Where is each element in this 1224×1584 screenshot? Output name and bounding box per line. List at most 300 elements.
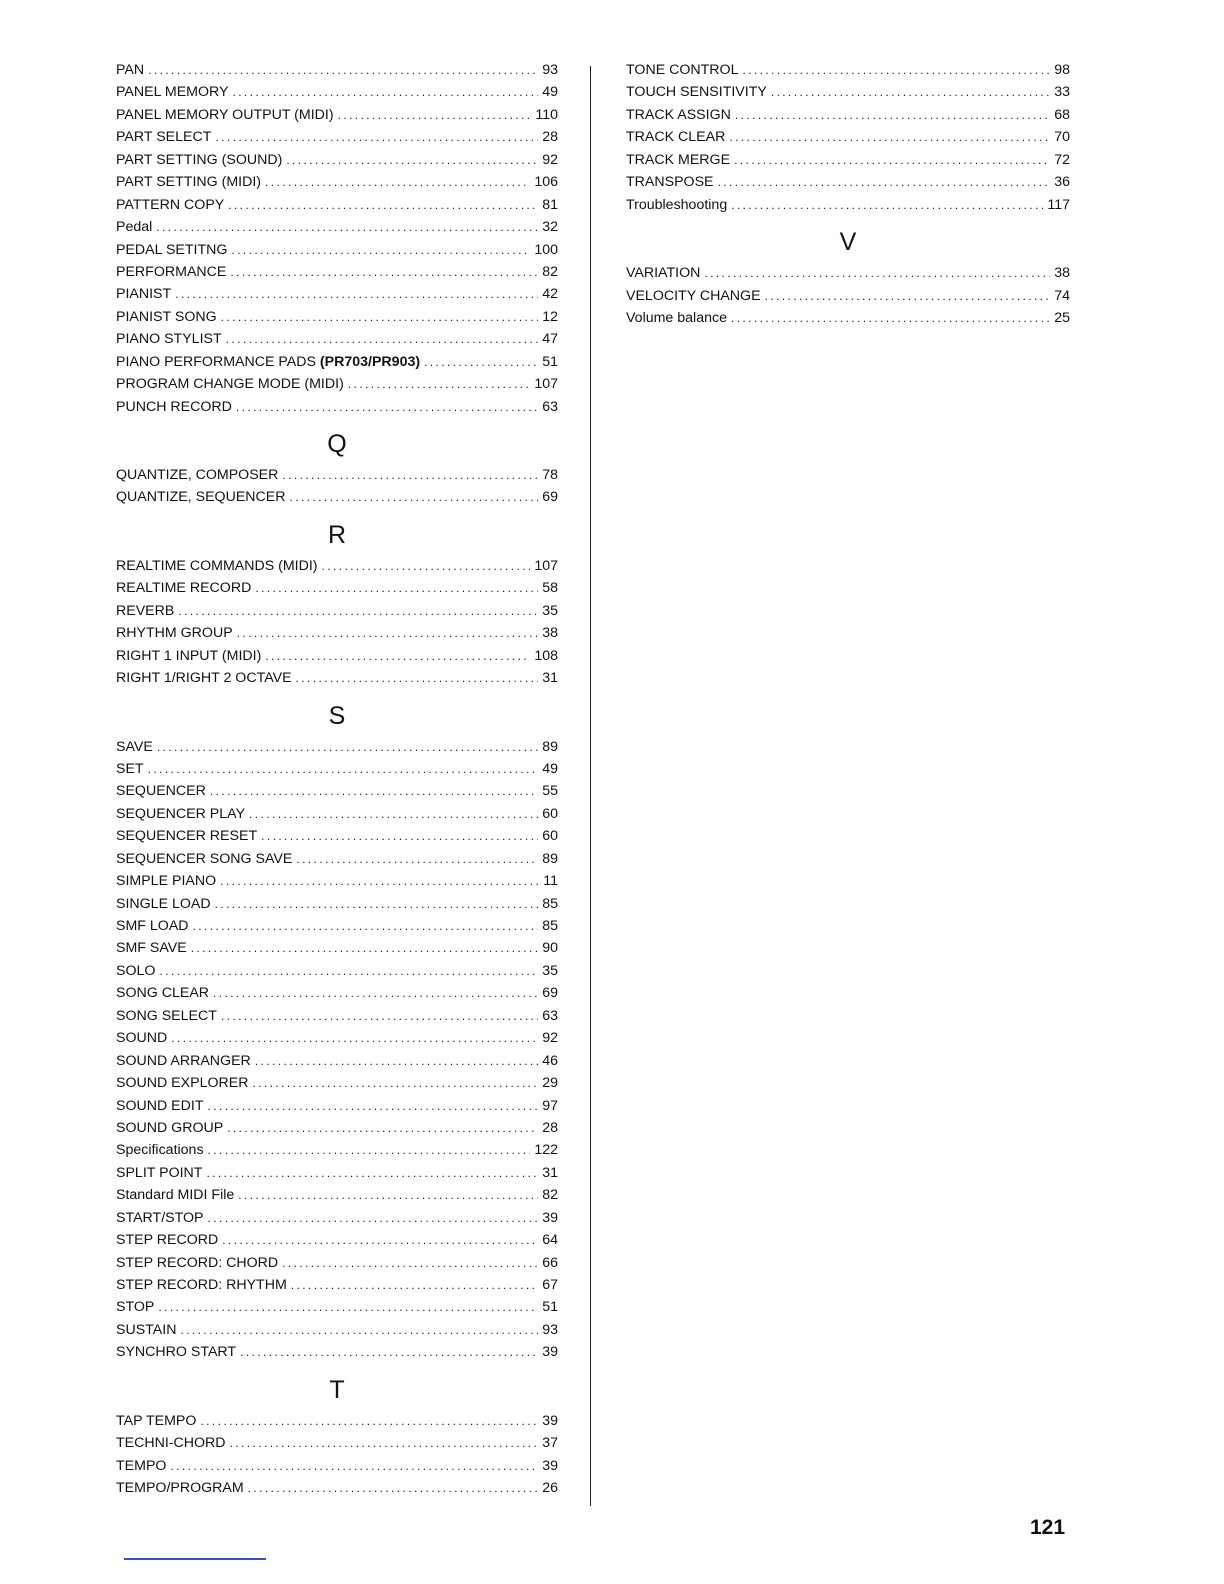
index-entry[interactable] bbox=[116, 963, 558, 985]
index-entry[interactable] bbox=[116, 197, 558, 219]
dot-leader bbox=[291, 1278, 538, 1292]
index-page-number: 38 bbox=[542, 625, 558, 642]
index-term-text: SAVE bbox=[116, 738, 153, 755]
index-term-text: PART SETTING (MIDI) bbox=[116, 174, 262, 191]
dot-leader bbox=[238, 1188, 538, 1202]
page-number: 121 bbox=[1030, 1516, 1066, 1539]
index-entry[interactable] bbox=[116, 1413, 558, 1435]
index-term bbox=[116, 851, 296, 867]
index-term bbox=[116, 174, 265, 190]
section-letter-heading: R bbox=[327, 520, 347, 549]
dot-leader bbox=[170, 1459, 538, 1473]
dot-leader bbox=[208, 1099, 539, 1113]
index-page-number: 58 bbox=[542, 580, 558, 597]
dot-leader bbox=[255, 581, 538, 595]
index-entry[interactable] bbox=[116, 376, 558, 398]
index-term-text: STEP RECORD: RHYTHM bbox=[116, 1277, 287, 1293]
index-page-number: 100 bbox=[534, 241, 558, 258]
index-term-text: REVERB bbox=[116, 602, 175, 619]
index-page-number: 28 bbox=[542, 129, 558, 146]
index-term-text: STOP bbox=[116, 1299, 155, 1316]
dot-leader bbox=[208, 1143, 531, 1157]
index-term bbox=[116, 625, 237, 641]
index-term-text: SET bbox=[116, 760, 144, 777]
index-page-number: 82 bbox=[542, 263, 558, 280]
index-term bbox=[116, 399, 236, 415]
index-entry[interactable] bbox=[626, 265, 1070, 287]
index-term bbox=[116, 467, 282, 483]
index-page-number: 74 bbox=[1054, 287, 1070, 304]
index-page-number: 63 bbox=[542, 1007, 558, 1024]
index-entry[interactable] bbox=[116, 603, 558, 625]
index-term bbox=[626, 62, 742, 78]
index-term-text: TAP TEMPO bbox=[116, 1412, 197, 1429]
dot-leader bbox=[230, 1436, 539, 1450]
dot-leader bbox=[158, 1300, 538, 1314]
index-term bbox=[626, 310, 731, 326]
dot-leader bbox=[148, 762, 539, 776]
dot-leader bbox=[221, 310, 539, 324]
dot-leader bbox=[718, 175, 1051, 189]
index-term-text: TRACK ASSIGN bbox=[626, 106, 731, 123]
index-page-number: 70 bbox=[1054, 129, 1070, 146]
index-page-number: 29 bbox=[542, 1075, 558, 1092]
index-page-number: 26 bbox=[542, 1480, 558, 1497]
index-entry[interactable] bbox=[116, 1098, 558, 1120]
index-term-text: Specifications bbox=[116, 1142, 204, 1159]
index-entry[interactable] bbox=[116, 242, 558, 264]
dot-leader bbox=[255, 1054, 538, 1068]
index-page-number: 106 bbox=[534, 174, 558, 191]
index-term-text: QUANTIZE, COMPOSER bbox=[116, 467, 279, 483]
index-page-number: 28 bbox=[542, 1119, 558, 1136]
index-term bbox=[116, 918, 193, 934]
dot-leader bbox=[193, 919, 539, 933]
index-page-number: 67 bbox=[542, 1277, 558, 1293]
index-entry[interactable] bbox=[116, 84, 558, 106]
index-term-text: START/STOP bbox=[116, 1209, 204, 1226]
index-entry[interactable] bbox=[116, 1053, 558, 1075]
index-entry[interactable] bbox=[116, 399, 558, 421]
column-divider bbox=[590, 66, 591, 1506]
index-entry[interactable] bbox=[116, 558, 558, 580]
dot-leader bbox=[227, 1121, 538, 1135]
index-entry[interactable] bbox=[116, 1187, 558, 1209]
index-term-text: SINGLE LOAD bbox=[116, 895, 211, 912]
dot-leader bbox=[265, 649, 530, 663]
index-term bbox=[626, 288, 765, 304]
index-entry[interactable] bbox=[116, 896, 558, 918]
index-term bbox=[116, 1210, 208, 1226]
index-term bbox=[116, 489, 289, 505]
index-entry[interactable] bbox=[116, 1322, 558, 1344]
index-term bbox=[116, 376, 348, 392]
dot-leader bbox=[704, 266, 1050, 280]
dot-leader bbox=[236, 400, 538, 414]
index-term-text: TECHNI-CHORD bbox=[116, 1435, 226, 1452]
index-term-text: SEQUENCER RESET bbox=[116, 828, 258, 845]
index-entry[interactable] bbox=[626, 107, 1070, 129]
index-page-number: 97 bbox=[542, 1097, 558, 1114]
index-entry[interactable] bbox=[116, 1277, 558, 1299]
index-term-text: QUANTIZE, SEQUENCER bbox=[116, 489, 286, 506]
dot-leader bbox=[731, 198, 1043, 212]
dot-leader bbox=[156, 220, 538, 234]
index-page-number: 66 bbox=[542, 1254, 558, 1271]
section-letter-heading: T bbox=[329, 1375, 345, 1404]
index-entry[interactable] bbox=[116, 1480, 558, 1502]
index-term-text: RIGHT 1 INPUT (MIDI) bbox=[116, 647, 262, 664]
index-term-text: Standard MIDI File bbox=[116, 1187, 235, 1204]
index-term bbox=[116, 1458, 170, 1474]
index-term bbox=[116, 1299, 158, 1315]
index-term bbox=[116, 286, 175, 302]
index-page-number: 39 bbox=[542, 1457, 558, 1474]
index-term bbox=[116, 580, 255, 596]
index-entry[interactable] bbox=[116, 1458, 558, 1480]
index-term-text: STEP RECORD: CHORD bbox=[116, 1254, 279, 1271]
index-page-number: 33 bbox=[1054, 84, 1070, 101]
dot-leader bbox=[261, 829, 538, 843]
index-entry[interactable] bbox=[116, 739, 558, 761]
index-page-number: 93 bbox=[542, 62, 558, 78]
index-page-number: 25 bbox=[1054, 309, 1070, 326]
index-entry[interactable] bbox=[116, 467, 558, 489]
index-term-text: TRANSPOSE bbox=[626, 174, 714, 191]
index-term-text: TEMPO bbox=[116, 1457, 167, 1474]
index-page-number: 49 bbox=[542, 760, 558, 777]
dot-leader bbox=[208, 1211, 539, 1225]
index-entry[interactable] bbox=[116, 1210, 558, 1232]
index-term bbox=[116, 1142, 208, 1158]
index-term bbox=[116, 152, 286, 168]
index-entry[interactable] bbox=[116, 174, 558, 196]
index-entry[interactable] bbox=[116, 1299, 558, 1321]
index-page-number: 85 bbox=[542, 895, 558, 912]
index-term-text: RIGHT 1/RIGHT 2 OCTAVE bbox=[116, 670, 292, 687]
index-term-text: TRACK CLEAR bbox=[626, 129, 726, 146]
index-term-text: SEQUENCER PLAY bbox=[116, 805, 246, 822]
index-page-number: 12 bbox=[542, 308, 558, 325]
index-entry[interactable] bbox=[116, 761, 558, 783]
index-page-number: 51 bbox=[542, 1299, 558, 1316]
index-term bbox=[626, 174, 718, 190]
index-term-text: SOUND EDIT bbox=[116, 1097, 204, 1114]
index-page-number: 49 bbox=[542, 84, 558, 101]
index-page-number: 68 bbox=[1054, 106, 1070, 123]
dot-leader bbox=[171, 1031, 538, 1045]
dot-leader bbox=[157, 740, 538, 754]
index-entry[interactable] bbox=[116, 670, 558, 692]
index-term-text: Pedal bbox=[116, 219, 153, 236]
index-entry[interactable] bbox=[116, 129, 558, 151]
index-term bbox=[116, 1435, 230, 1451]
index-entry[interactable] bbox=[116, 152, 558, 174]
index-entry[interactable] bbox=[626, 129, 1070, 151]
index-term bbox=[116, 828, 261, 844]
index-term bbox=[116, 219, 156, 235]
index-term bbox=[116, 670, 296, 686]
index-term bbox=[116, 129, 215, 145]
index-page-number: 31 bbox=[542, 670, 558, 687]
dot-leader bbox=[191, 941, 539, 955]
section-letter-heading: V bbox=[839, 228, 857, 257]
index-term bbox=[116, 1030, 171, 1046]
index-entry[interactable] bbox=[116, 580, 558, 602]
index-term bbox=[626, 84, 771, 100]
index-page-number: 11 bbox=[543, 873, 558, 890]
index-term bbox=[116, 1098, 208, 1114]
index-entry[interactable] bbox=[116, 918, 558, 940]
index-term-text: SMF SAVE bbox=[116, 940, 187, 957]
dot-leader bbox=[215, 130, 538, 144]
index-entry[interactable] bbox=[626, 310, 1070, 332]
index-page-number: 36 bbox=[1054, 174, 1070, 191]
index-entry[interactable] bbox=[116, 62, 558, 84]
dot-leader bbox=[282, 1256, 538, 1270]
index-term bbox=[116, 940, 191, 956]
index-entry[interactable] bbox=[116, 354, 558, 376]
index-entry[interactable] bbox=[116, 1142, 558, 1164]
index-page-number: 63 bbox=[542, 398, 558, 415]
dot-leader bbox=[200, 1414, 538, 1428]
index-page-number: 92 bbox=[542, 1030, 558, 1047]
index-entry[interactable] bbox=[116, 1255, 558, 1277]
index-term bbox=[116, 1277, 291, 1293]
index-page-number: 107 bbox=[534, 376, 558, 393]
dot-leader bbox=[252, 1076, 538, 1090]
index-page-number: 81 bbox=[542, 196, 558, 213]
dot-leader bbox=[226, 332, 539, 346]
index-term-text: SONG SELECT bbox=[116, 1007, 217, 1024]
index-term-text: PUNCH RECORD bbox=[116, 398, 232, 415]
index-term-text: SONG CLEAR bbox=[116, 985, 210, 1002]
index-entry[interactable] bbox=[116, 264, 558, 286]
index-page-number: 39 bbox=[542, 1344, 558, 1361]
dot-leader bbox=[178, 604, 538, 618]
index-term-text: SPLIT POINT bbox=[116, 1164, 203, 1181]
index-page-number: 90 bbox=[542, 940, 558, 957]
index-term bbox=[116, 1075, 252, 1091]
index-entry[interactable] bbox=[116, 1030, 558, 1052]
index-term-text: PIANO STYLIST bbox=[116, 331, 222, 348]
index-term-text: STEP RECORD bbox=[116, 1232, 219, 1249]
index-term bbox=[116, 873, 220, 889]
index-term-text: SYNCHRO START bbox=[116, 1344, 237, 1361]
index-term-bold-qualifier: (PR703/PR903) bbox=[319, 353, 421, 370]
index-term bbox=[116, 1120, 227, 1136]
dot-leader bbox=[289, 490, 538, 504]
index-term bbox=[626, 152, 734, 168]
index-page-number: 93 bbox=[542, 1321, 558, 1338]
index-entry[interactable] bbox=[116, 1120, 558, 1142]
index-column-right bbox=[626, 62, 1070, 332]
index-page-number: 55 bbox=[542, 783, 558, 800]
dot-leader bbox=[180, 1323, 538, 1337]
index-term bbox=[116, 985, 213, 1001]
index-entry[interactable] bbox=[626, 174, 1070, 196]
dot-leader bbox=[175, 287, 538, 301]
index-entry[interactable] bbox=[116, 783, 558, 805]
index-term-text: TEMPO/PROGRAM bbox=[116, 1480, 244, 1497]
index-term-text: SIMPLE PIANO bbox=[116, 873, 217, 890]
index-term bbox=[116, 1480, 248, 1496]
dot-leader bbox=[771, 85, 1050, 99]
index-term-text: VARIATION bbox=[626, 265, 701, 282]
dot-leader bbox=[231, 243, 530, 257]
index-term bbox=[116, 1413, 200, 1429]
index-term bbox=[116, 739, 157, 755]
index-term bbox=[116, 1187, 238, 1203]
index-term-text: TOUCH SENSITIVITY bbox=[626, 84, 767, 101]
index-page-number: 35 bbox=[542, 602, 558, 619]
index-term-text: PART SELECT bbox=[116, 129, 212, 146]
index-entry[interactable] bbox=[116, 625, 558, 647]
dot-leader bbox=[765, 289, 1051, 303]
index-entry[interactable] bbox=[116, 828, 558, 850]
index-term bbox=[116, 806, 249, 822]
index-entry[interactable] bbox=[116, 873, 558, 895]
dot-leader bbox=[734, 153, 1050, 167]
index-term-text: REALTIME RECORD bbox=[116, 580, 252, 597]
dot-leader bbox=[230, 265, 538, 279]
index-term-text: PIANIST SONG bbox=[116, 308, 217, 325]
index-term-text: PEDAL SETITNG bbox=[116, 241, 228, 258]
index-term-text: SOUND bbox=[116, 1030, 168, 1047]
dot-leader bbox=[210, 784, 538, 798]
dot-leader bbox=[248, 1481, 539, 1495]
index-term bbox=[116, 761, 148, 777]
index-entry[interactable] bbox=[116, 489, 558, 511]
index-term-text: TRACK MERGE bbox=[626, 151, 731, 168]
dot-leader bbox=[729, 130, 1050, 144]
index-entry[interactable] bbox=[116, 219, 558, 241]
index-term-text: REALTIME COMMANDS (MIDI) bbox=[116, 557, 318, 574]
dot-leader bbox=[735, 108, 1050, 122]
index-entry[interactable] bbox=[116, 107, 558, 129]
index-entry[interactable] bbox=[116, 1344, 558, 1366]
index-page-number: 107 bbox=[534, 557, 558, 574]
index-term-text: SUSTAIN bbox=[116, 1321, 177, 1338]
index-entry[interactable] bbox=[626, 288, 1070, 310]
index-page-number: 89 bbox=[542, 850, 558, 867]
dot-leader bbox=[228, 198, 538, 212]
index-page-number: 85 bbox=[542, 918, 558, 934]
index-term-text: PATTERN COPY bbox=[116, 196, 225, 213]
index-entry[interactable] bbox=[116, 309, 558, 331]
index-page-number: 39 bbox=[542, 1412, 558, 1429]
index-page-number: 117 bbox=[1047, 196, 1070, 213]
index-term-text: SOLO bbox=[116, 962, 156, 979]
index-page-number: 69 bbox=[542, 489, 558, 506]
index-page-number: 92 bbox=[542, 151, 558, 168]
section-letter-heading: S bbox=[328, 701, 346, 730]
index-entry[interactable] bbox=[116, 286, 558, 308]
index-term bbox=[116, 264, 230, 280]
index-term bbox=[116, 62, 148, 78]
index-term-text: PIANO PERFORMANCE PADS bbox=[116, 353, 316, 370]
dot-leader bbox=[338, 108, 532, 122]
index-entry[interactable] bbox=[116, 940, 558, 962]
index-term bbox=[626, 107, 735, 123]
index-entry[interactable] bbox=[626, 62, 1070, 84]
index-page-number: 60 bbox=[542, 805, 558, 822]
index-term bbox=[116, 354, 424, 370]
index-term bbox=[116, 242, 231, 258]
dot-leader bbox=[232, 85, 538, 99]
index-entry[interactable] bbox=[116, 1232, 558, 1254]
index-term-text: SOUND ARRANGER bbox=[116, 1052, 251, 1069]
dot-leader bbox=[348, 377, 531, 391]
dot-leader bbox=[237, 626, 539, 640]
index-page-number: 72 bbox=[1054, 151, 1070, 168]
index-term bbox=[626, 129, 729, 145]
index-term-text: VELOCITY CHANGE bbox=[626, 287, 761, 304]
index-page-number: 98 bbox=[1054, 62, 1070, 78]
index-page-number: 38 bbox=[1054, 265, 1070, 282]
index-page-number: 108 bbox=[534, 647, 558, 664]
index-entry[interactable] bbox=[626, 152, 1070, 174]
index-term-text: SEQUENCER SONG SAVE bbox=[116, 850, 293, 867]
index-page-number: 39 bbox=[542, 1209, 558, 1226]
index-page-number: 46 bbox=[542, 1052, 558, 1069]
index-term bbox=[116, 197, 228, 213]
dot-leader bbox=[159, 964, 538, 978]
dot-leader bbox=[222, 1233, 538, 1247]
index-term-text: Volume balance bbox=[626, 309, 727, 326]
index-term-text: SOUND EXPLORER bbox=[116, 1075, 249, 1092]
index-term-text: SOUND GROUP bbox=[116, 1119, 224, 1136]
index-page-number: 89 bbox=[542, 738, 558, 755]
index-entry[interactable] bbox=[116, 331, 558, 353]
dot-leader bbox=[424, 355, 538, 369]
index-term-text: PANEL MEMORY bbox=[116, 84, 229, 101]
index-term-text: PART SETTING (SOUND) bbox=[116, 151, 283, 168]
index-entry[interactable] bbox=[116, 851, 558, 873]
index-term-text: PROGRAM CHANGE MODE (MIDI) bbox=[116, 376, 344, 393]
index-entry[interactable] bbox=[626, 84, 1070, 106]
dot-leader bbox=[240, 1345, 538, 1359]
index-term bbox=[626, 197, 731, 213]
index-entry[interactable] bbox=[116, 648, 558, 670]
index-entry[interactable] bbox=[116, 806, 558, 828]
index-entry[interactable] bbox=[116, 1435, 558, 1457]
index-term bbox=[116, 896, 215, 912]
index-entry[interactable] bbox=[116, 1075, 558, 1097]
index-term bbox=[116, 1232, 222, 1248]
index-page-number: 110 bbox=[535, 106, 558, 123]
index-term-text: PANEL MEMORY OUTPUT (MIDI) bbox=[116, 106, 334, 123]
index-page-number: 69 bbox=[542, 985, 558, 1002]
index-term-text: RHYTHM GROUP bbox=[116, 625, 233, 642]
index-entry[interactable] bbox=[116, 1008, 558, 1030]
index-page-number: 122 bbox=[534, 1142, 558, 1159]
index-entry[interactable] bbox=[626, 197, 1070, 219]
dot-leader bbox=[731, 311, 1050, 325]
index-term bbox=[116, 603, 178, 619]
dot-leader bbox=[286, 153, 538, 167]
dot-leader bbox=[322, 559, 531, 573]
index-page-number: 78 bbox=[542, 467, 558, 483]
dot-leader bbox=[213, 986, 538, 1000]
index-term bbox=[116, 84, 232, 100]
dot-leader bbox=[742, 63, 1050, 77]
index-entry[interactable] bbox=[116, 985, 558, 1007]
index-entry[interactable] bbox=[116, 1165, 558, 1187]
index-term bbox=[116, 783, 210, 799]
index-term bbox=[116, 1008, 221, 1024]
index-term bbox=[116, 963, 159, 979]
